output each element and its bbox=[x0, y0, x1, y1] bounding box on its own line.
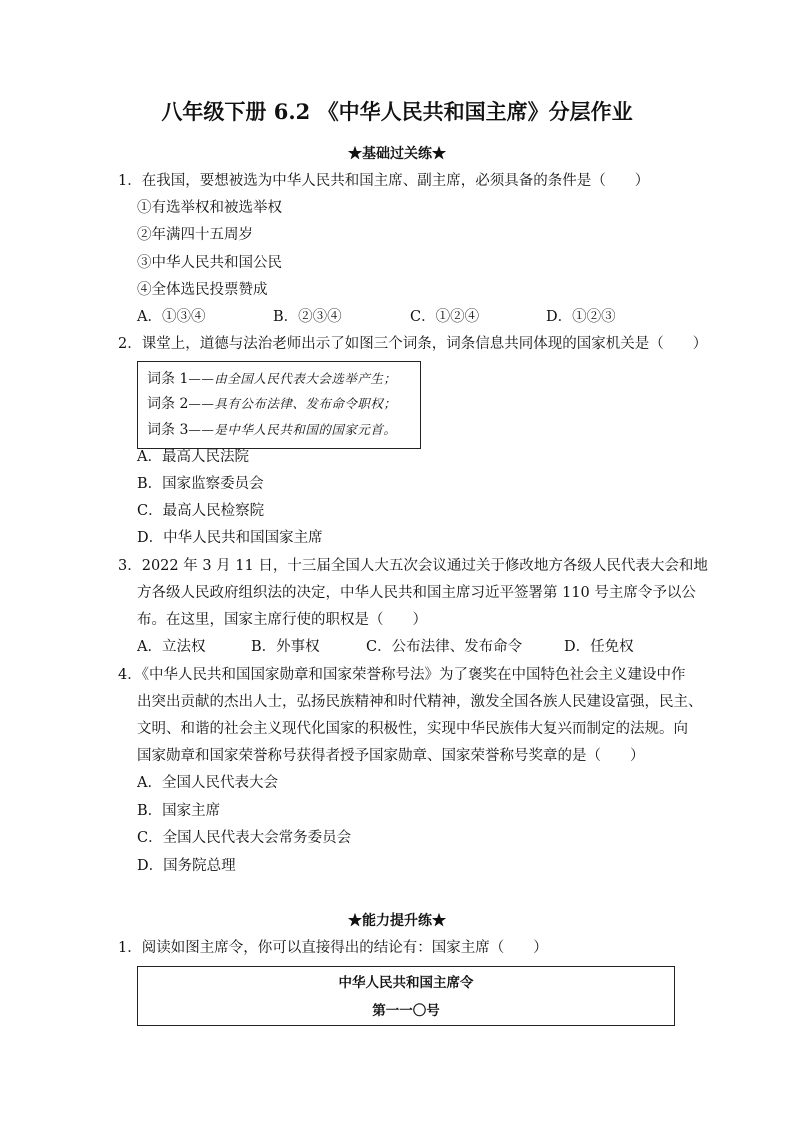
q3-line-1: 3．2022 年 3 月 11 日，十三届全国人大五次会议通过关于修改地方各级人民代表大会和地 bbox=[118, 558, 708, 574]
q2-entry-2 bbox=[147, 393, 396, 414]
q3-line-2: 方各级人民政府组织法的决定，中华人民共和国主席习近平签署第 110 号主席令予以公 bbox=[137, 585, 696, 601]
q1-option-c[interactable]: C．①②④ bbox=[410, 309, 480, 325]
q2-entry-1 bbox=[147, 368, 396, 389]
q2-entry-2-text: ——具有公布法律、发布命令职权； bbox=[188, 396, 397, 411]
q2-stem: 2．课堂上，道德与法治老师出示了如图三个词条，词条信息共同体现的国家机关是（ ） bbox=[118, 336, 708, 352]
q2-entries-box bbox=[137, 361, 421, 449]
q2-option-b[interactable]: B．国家监察委员会 bbox=[137, 476, 264, 492]
q1-option-d[interactable]: D．①②③ bbox=[546, 309, 616, 325]
adv-q1-stem: 1．阅读如图主席令，你可以直接得出的结论有：国家主席（ ） bbox=[118, 940, 548, 956]
q2-entry-3 bbox=[147, 419, 396, 440]
q1-item-1: ①有选举权和被选举权 bbox=[137, 200, 282, 216]
page-title: 八年级下册 6.2 《中华人民共和国主席》分层作业 bbox=[161, 99, 633, 124]
q1-option-b[interactable]: B．②③④ bbox=[273, 309, 342, 325]
q4-line-2: 出突出贡献的杰出人士，弘扬民族精神和时代精神，激发全国各族人民建设富强，民主、 bbox=[137, 694, 703, 710]
q1-option-a[interactable]: A．①③④ bbox=[137, 309, 206, 325]
q3-option-b[interactable]: B．外事权 bbox=[251, 639, 320, 655]
q1-item-2: ②年满四十五周岁 bbox=[137, 227, 253, 243]
q3-line-3: 布。在这里，国家主席行使的职权是（ ） bbox=[137, 612, 427, 628]
q4-line-1: 4．《中华人民共和国国家勋章和国家荣誉称号法》为了褒奖在中国特色社会主义建设中作 bbox=[118, 667, 686, 683]
q4-line-3: 文明、和谐的社会主义现代化国家的积极性，实现中华民族伟大复兴而制定的法规。向 bbox=[137, 721, 688, 737]
q2-entry-3-text: ——是中华人民共和国的国家元首。 bbox=[188, 422, 397, 437]
q2-entry-1-label: 词条 1 bbox=[147, 371, 189, 387]
decree-number: 第一一〇号 bbox=[372, 1003, 440, 1019]
q1-item-3: ③中华人民共和国公民 bbox=[137, 255, 282, 271]
q3-option-a[interactable]: A．立法权 bbox=[137, 639, 206, 655]
q2-entry-1-text: ——由全国人民代表大会选举产生； bbox=[188, 371, 397, 386]
q2-option-c[interactable]: C．最高人民检察院 bbox=[137, 503, 265, 519]
q3-option-c[interactable]: C．公布法律、发布命令 bbox=[366, 639, 523, 655]
q1-item-4: ④全体选民投票赞成 bbox=[137, 282, 268, 298]
q4-option-b[interactable]: B．国家主席 bbox=[137, 803, 221, 819]
q2-option-a[interactable]: A．最高人民法院 bbox=[137, 449, 249, 465]
q4-line-4: 国家勋章和国家荣誉称号获得者授予国家勋章、国家荣誉称号奖章的是（ ） bbox=[137, 748, 645, 764]
q2-entry-3-label: 词条 3 bbox=[147, 422, 189, 438]
section-heading-basic: ★基础过关练★ bbox=[348, 146, 446, 162]
q4-option-d[interactable]: D．国务院总理 bbox=[137, 858, 236, 874]
q2-option-d[interactable]: D．中华人民共和国国家主席 bbox=[137, 530, 323, 546]
q1-stem: 1．在我国，要想被选为中华人民共和国主席、副主席，必须具备的条件是（ ） bbox=[118, 173, 650, 189]
q4-option-a[interactable]: A．全国人民代表大会 bbox=[137, 775, 278, 791]
q4-option-c[interactable]: C．全国人民代表大会常务委员会 bbox=[137, 830, 352, 846]
decree-title: 中华人民共和国主席令 bbox=[338, 975, 474, 991]
q3-option-d[interactable]: D．任免权 bbox=[564, 639, 634, 655]
section-heading-advanced: ★能力提升练★ bbox=[348, 913, 446, 929]
decree-box bbox=[137, 966, 675, 1026]
q2-entry-2-label: 词条 2 bbox=[147, 396, 189, 412]
